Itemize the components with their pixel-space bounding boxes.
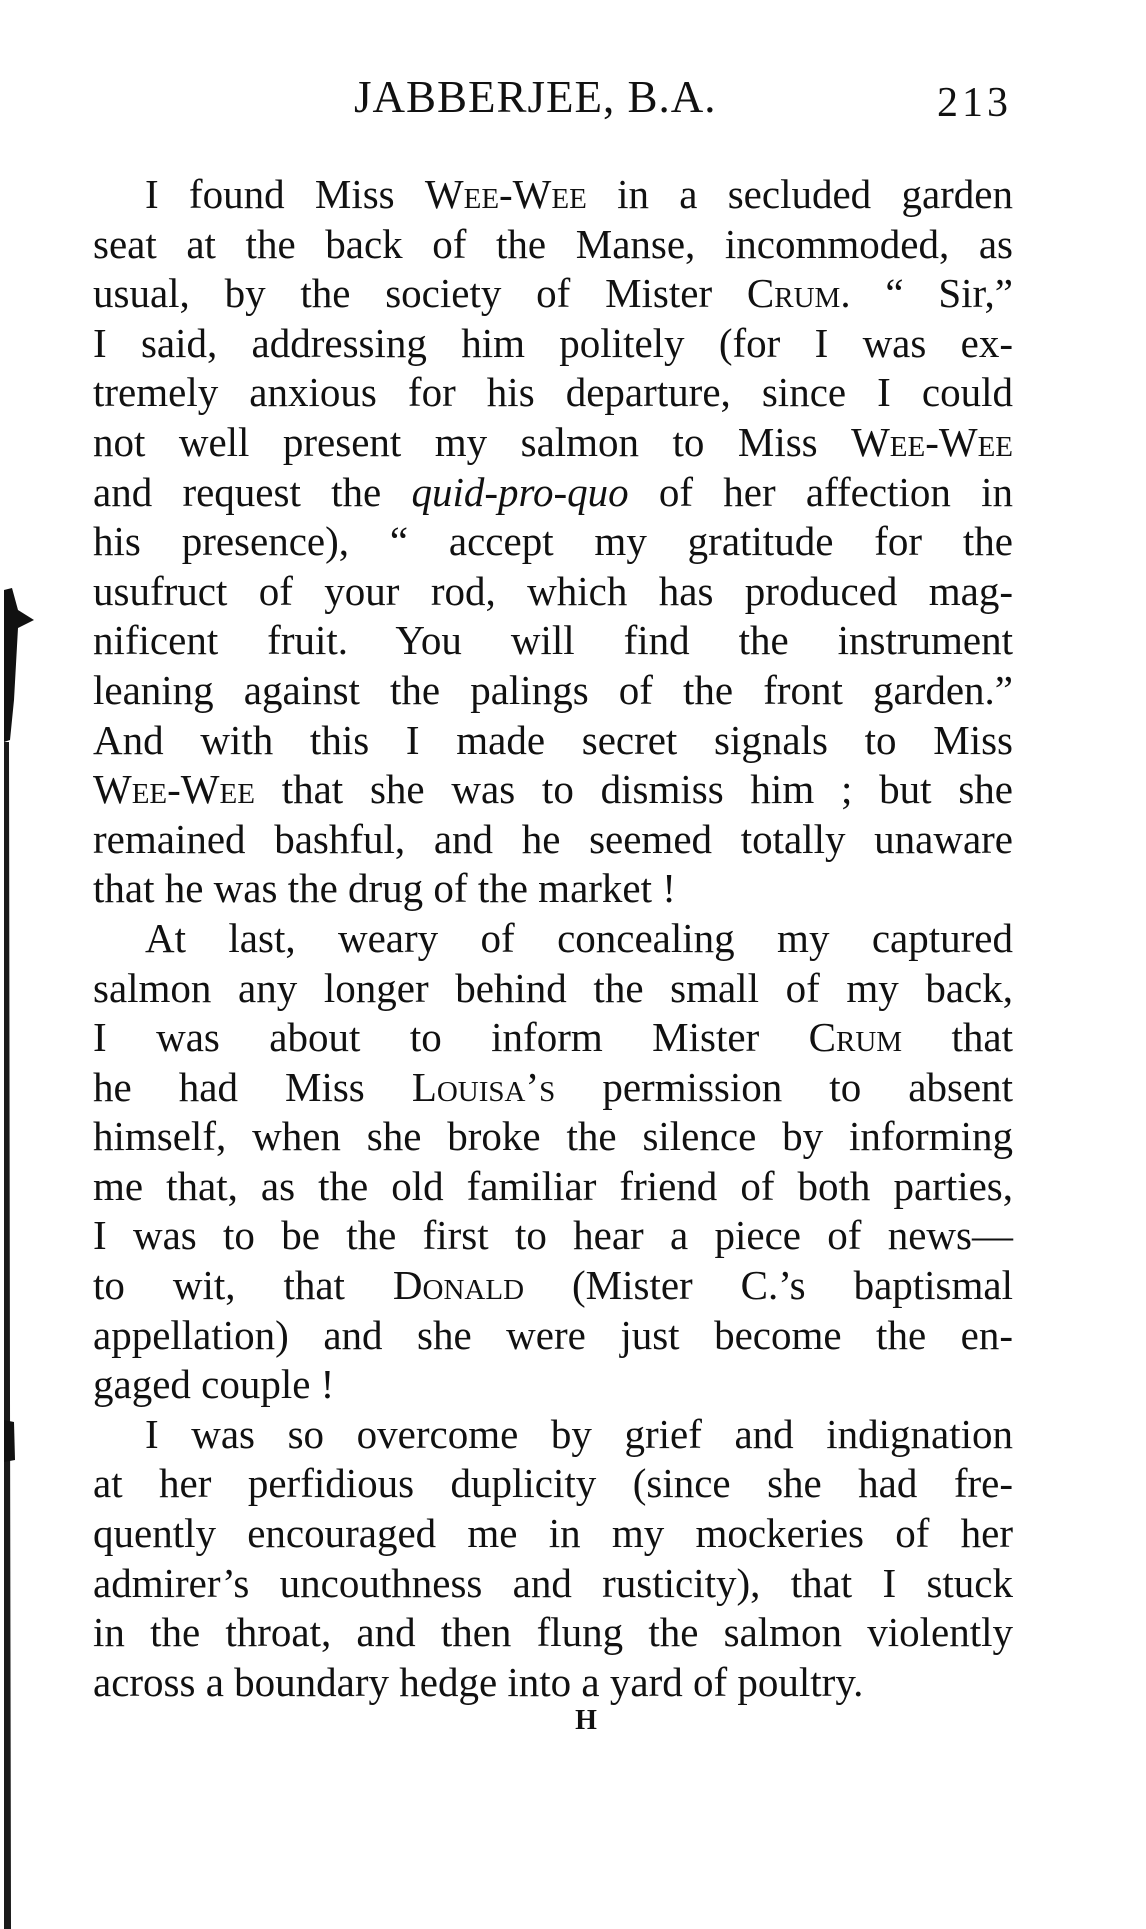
text-run: salmon any longer behind the small of my back, [93, 964, 1013, 1011]
signature-mark: H [575, 1705, 597, 1736]
text-line [93, 1013, 1013, 1063]
text-run: . “ Sir,” [840, 270, 1013, 317]
text-line [93, 1509, 1013, 1559]
text-run: that she was to dismiss him ; but she [254, 766, 1013, 813]
text-line [93, 1559, 1013, 1609]
text-run: admirer’s uncouthness and rusticity), that I stuck [93, 1559, 1013, 1606]
text-run: I was to be the first to hear a piece of news— [93, 1212, 1013, 1259]
text-run: nificent fruit. You will find the instrument [93, 617, 1013, 664]
body-text [93, 170, 1013, 1707]
text-line [93, 666, 1013, 716]
text-run: of her affection in [628, 468, 1013, 515]
text-run: seat at the back of the Manse, incommoded, as [93, 220, 1013, 267]
text-line [93, 220, 1013, 270]
running-title: JABBERJEE, B.A. [354, 72, 717, 122]
text-run: he had Miss [93, 1063, 412, 1110]
text-line [93, 170, 1013, 220]
page-number: 213 [937, 80, 1012, 126]
text-line [93, 1063, 1013, 1113]
small-caps-name: Wee-Wee [851, 418, 1013, 465]
small-caps-name: Wee-Wee [93, 766, 255, 813]
text-line [93, 1261, 1013, 1311]
text-run: permission to absent [555, 1063, 1013, 1110]
text-line [93, 368, 1013, 418]
text-run: I was so overcome by grief and indignation [145, 1410, 1013, 1457]
text-line [93, 1459, 1013, 1509]
running-head [92, 62, 1012, 132]
text-run: me that, as the old familiar friend of both parties, [93, 1162, 1013, 1209]
text-run: At last, weary of concealing my captured [145, 914, 1013, 961]
text-run: tremely anxious for his departure, since I could [93, 369, 1013, 416]
text-run: that [902, 1014, 1013, 1061]
text-run: his presence), “ accept my gratitude for the [93, 518, 1013, 565]
signature-mark-line [0, 1705, 1146, 1737]
text-run: gaged couple ! [93, 1361, 335, 1408]
text-line [93, 964, 1013, 1014]
text-run: in a secluded garden [586, 171, 1013, 217]
text-line [93, 616, 1013, 666]
text-line [93, 319, 1013, 369]
text-line [93, 468, 1013, 518]
text-line [93, 269, 1013, 319]
text-run: I said, addressing him politely (for I was ex- [93, 319, 1013, 366]
text-line [93, 567, 1013, 617]
text-line [93, 1410, 1013, 1460]
text-run: appellation) and she were just become the en- [93, 1311, 1013, 1358]
binding-shadow-strip [4, 742, 11, 1929]
small-caps-name: Wee-Wee [424, 171, 587, 217]
text-run: across a boundary hedge into a yard of poultry. [93, 1658, 864, 1705]
binding-shadow-mid [4, 1420, 15, 1462]
italic-phrase: quid-pro-quo [411, 468, 629, 515]
text-run: usual, by the society of Mister [93, 270, 747, 317]
text-line [93, 418, 1013, 468]
text-line [93, 815, 1013, 865]
small-caps-name: Crum [746, 270, 841, 317]
text-run: usufruct of your rod, which has produced mag- [93, 567, 1013, 614]
text-run: not well present my salmon to Miss [93, 418, 852, 465]
text-line [93, 1360, 1013, 1410]
text-line [93, 1658, 1013, 1708]
text-run: I was about to inform Mister [93, 1014, 809, 1061]
text-run: that he was the drug of the market ! [93, 865, 676, 912]
text-line [93, 716, 1013, 766]
binding-shadow-upper [4, 588, 34, 742]
text-line [93, 1211, 1013, 1261]
text-run: quently encouraged me in my mockeries of her [93, 1510, 1013, 1557]
text-run: I found Miss [145, 171, 425, 217]
text-line [93, 1112, 1013, 1162]
small-caps-name: Louisa’s [411, 1063, 556, 1110]
text-line [93, 765, 1013, 815]
text-run: remained bashful, and he seemed totally unaware [93, 815, 1013, 862]
text-line [93, 1311, 1013, 1361]
text-line [93, 517, 1013, 567]
text-run: (Mister C.’s baptismal [524, 1262, 1013, 1309]
text-run: and request the [93, 468, 412, 515]
small-caps-name: Crum [808, 1014, 903, 1061]
text-run: himself, when she broke the silence by informing [93, 1113, 1013, 1160]
small-caps-name: Donald [392, 1262, 525, 1309]
text-line [93, 1162, 1013, 1212]
text-line [93, 864, 1013, 914]
text-line [93, 914, 1013, 964]
text-run: leaning against the palings of the front garden.” [93, 666, 1013, 713]
text-run: to wit, that [93, 1262, 393, 1309]
text-run: in the throat, and then flung the salmon violently [93, 1609, 1013, 1656]
text-run: And with this I made secret signals to Miss [93, 716, 1013, 763]
text-run: at her perfidious duplicity (since she had fre- [93, 1460, 1013, 1507]
text-line [93, 1608, 1013, 1658]
